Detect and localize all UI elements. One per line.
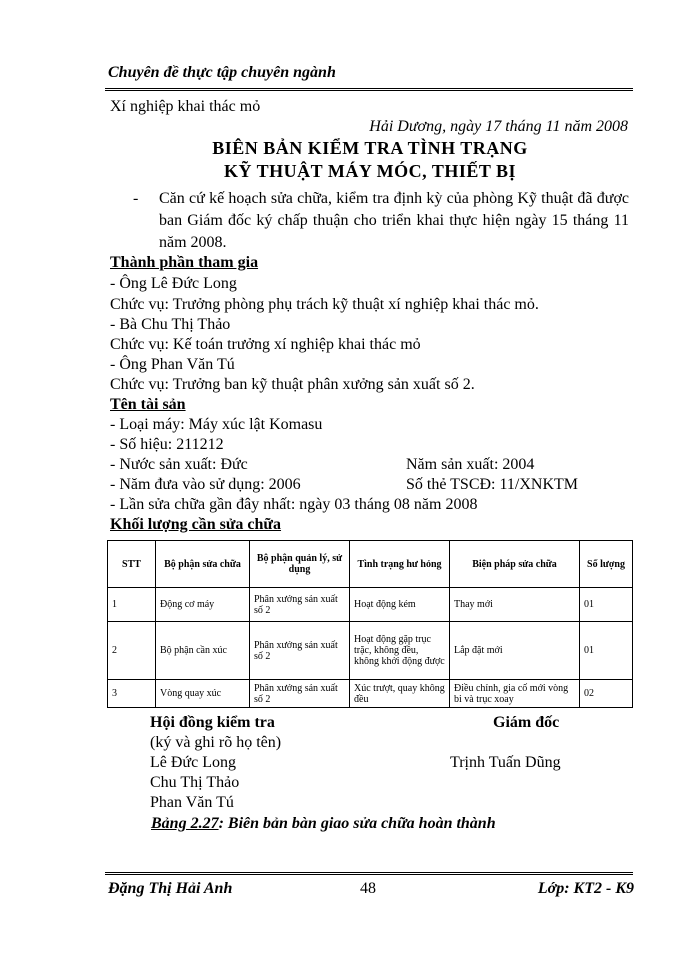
council-member: Chu Thị Thảo xyxy=(150,774,240,791)
table-cell: Phân xưởng sản xuất số 2 xyxy=(250,588,350,622)
asset-year-used: - Năm đưa vào sử dụng: 2006 xyxy=(110,476,301,493)
bullet-dash: - xyxy=(133,190,139,207)
running-header: Chuyên đề thực tập chuyên ngành xyxy=(108,64,336,81)
footer-rule xyxy=(105,872,633,875)
table-cell: Phân xưởng sản xuất số 2 xyxy=(250,622,350,680)
asset-year-made: Năm sản xuất: 2004 xyxy=(406,456,535,473)
column-header: Biện pháp sửa chữa xyxy=(450,541,580,588)
asset-country: - Nước sản xuất: Đức xyxy=(110,456,248,473)
document-date: Hải Dương, ngày 17 tháng 11 năm 2008 xyxy=(369,118,628,135)
footer-class: Lớp: KT2 - K9 xyxy=(537,880,634,897)
table-cell: 02 xyxy=(580,680,633,708)
participant-line: Chức vụ: Trưởng phòng phụ trách kỹ thuật xí nghiệp khai thác mỏ. xyxy=(110,296,539,313)
table-cell: Lắp đặt mới xyxy=(450,622,580,680)
table-cell: 1 xyxy=(108,588,156,622)
column-header: Tình trạng hư hỏng xyxy=(350,541,450,588)
table-cell: Bộ phận cần xúc xyxy=(156,622,250,680)
table-cell: 2 xyxy=(108,622,156,680)
table-cell: 3 xyxy=(108,680,156,708)
table-row xyxy=(108,622,633,680)
council-title: Hội đồng kiểm tra xyxy=(150,714,275,731)
table-cell: Điều chỉnh, gia cố mới vòng bi và trục xoay xyxy=(450,680,580,708)
table-cell: Hoạt động gặp trục trặc, không đều, không khởi động được xyxy=(350,622,450,680)
director-title: Giám đốc xyxy=(493,714,560,731)
basis-text: Căn cứ kế hoạch sửa chữa, kiểm tra định kỳ của phòng Kỹ thuật đã được ban Giám đốc ký chấp thuận cho triển khai thực hiện ngày 15 tháng 11 năm 2008. xyxy=(159,190,629,251)
director-name: Trịnh Tuấn Dũng xyxy=(450,754,561,771)
table-cell: 01 xyxy=(580,622,633,680)
council-member: Lê Đức Long xyxy=(150,754,236,771)
caption-text: : Biên bản bàn giao sửa chữa hoàn thành xyxy=(218,815,496,832)
table-row xyxy=(108,680,633,708)
table-header-row xyxy=(108,541,633,588)
page-number: 48 xyxy=(360,880,376,897)
participant-line: - Bà Chu Thị Thảo xyxy=(110,316,231,333)
table-cell: Thay mới xyxy=(450,588,580,622)
council-member: Phan Văn Tú xyxy=(150,794,234,811)
table-cell: Động cơ máy xyxy=(156,588,250,622)
asset-last-repair: - Lần sửa chữa gần đây nhất: ngày 03 tháng 08 năm 2008 xyxy=(110,496,478,513)
header-rule xyxy=(105,88,633,91)
asset-serial: - Số hiệu: 211212 xyxy=(110,436,224,453)
column-header: Bộ phận sửa chữa xyxy=(156,541,250,588)
participant-line: - Ông Phan Văn Tú xyxy=(110,356,235,373)
participants-heading: Thành phần tham gia xyxy=(110,254,259,271)
participant-line: Chức vụ: Kế toán trưởng xí nghiệp khai thác mỏ xyxy=(110,336,421,353)
asset-card-number: Số thẻ TSCĐ: 11/XNKTM xyxy=(406,476,579,493)
participant-line: - Ông Lê Đức Long xyxy=(110,275,237,292)
participant-line: Chức vụ: Trưởng ban kỹ thuật phân xưởng sản xuất số 2. xyxy=(110,376,475,393)
asset-heading: Tên tài sản xyxy=(110,396,186,413)
column-header: Bộ phận quản lý, sử dụng xyxy=(250,541,350,588)
column-header: Số lượng xyxy=(580,541,633,588)
caption-label: Bảng 2.27 xyxy=(151,815,219,832)
table-cell: Xúc trượt, quay không đều xyxy=(350,680,450,708)
column-header: STT xyxy=(108,541,156,588)
document-title-line1: BIÊN BẢN KIỂM TRA TÌNH TRẠNG xyxy=(212,138,528,158)
table-cell: 01 xyxy=(580,588,633,622)
organization-name: Xí nghiệp khai thác mỏ xyxy=(110,98,261,115)
repair-table xyxy=(107,540,633,708)
document-title-line2: KỸ THUẬT MÁY MÓC, THIẾT BỊ xyxy=(223,161,517,181)
table-cell: Phân xưởng sản xuất số 2 xyxy=(250,680,350,708)
table-cell: Hoạt động kém xyxy=(350,588,450,622)
basis-paragraph xyxy=(133,188,629,254)
table-row xyxy=(108,588,633,622)
asset-type: - Loại máy: Máy xúc lật Komasu xyxy=(110,416,323,433)
repair-heading: Khối lượng cần sửa chữa xyxy=(110,516,282,533)
signature-note: (ký và ghi rõ họ tên) xyxy=(150,734,282,751)
footer-author: Đặng Thị Hải Anh xyxy=(108,880,233,897)
table-cell: Vòng quay xúc xyxy=(156,680,250,708)
table-caption xyxy=(151,815,496,833)
